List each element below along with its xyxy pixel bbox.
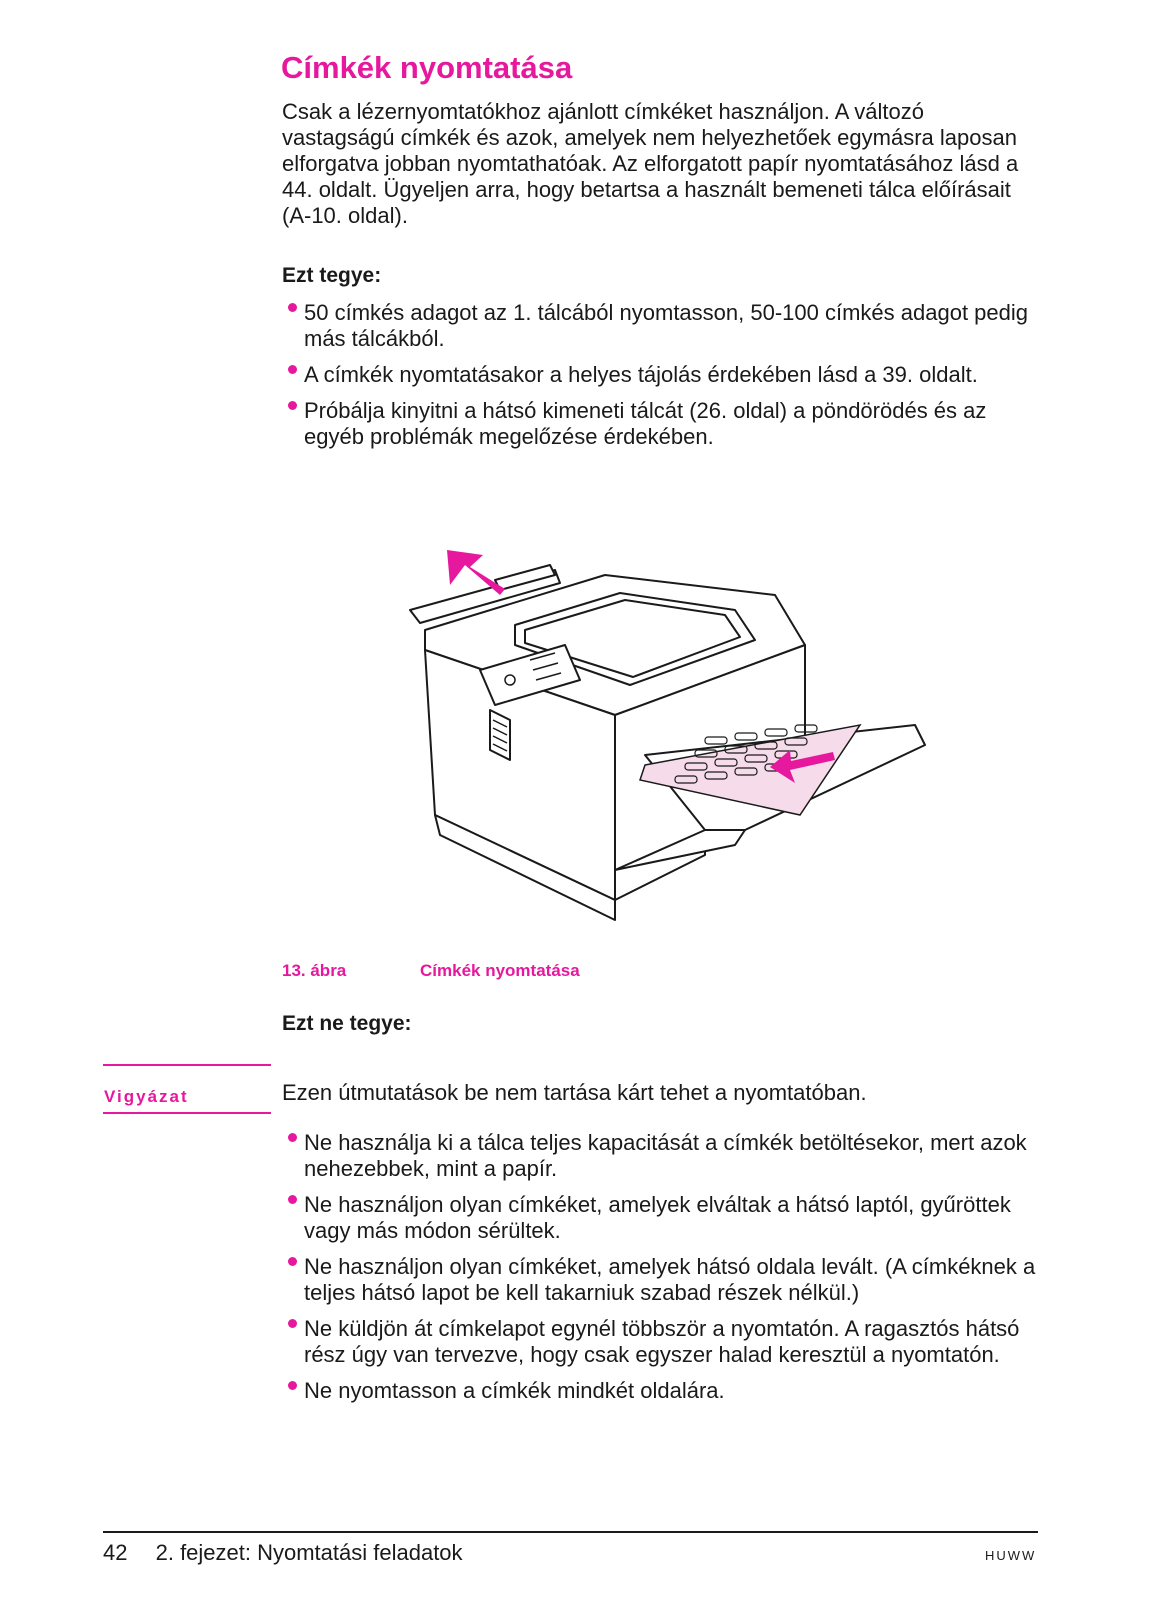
caution-text: Ezen útmutatások be nem tartása kárt tehet a nyomtatóban. xyxy=(282,1080,867,1105)
figure-caption-text: Címkék nyomtatása xyxy=(420,961,580,980)
list-item xyxy=(282,1254,1042,1306)
list-item xyxy=(282,398,1042,450)
list-item-text: Ne használjon olyan címkéket, amelyek hátsó oldala levált. (A címkéknek a teljes hátsó lapot be kell takarniuk szabad részek nélkül.) xyxy=(304,1254,1036,1305)
document-code: HUWW xyxy=(985,1548,1037,1563)
list-item xyxy=(282,1192,1042,1244)
bullet-icon xyxy=(288,1257,297,1266)
page-title: Címkék nyomtatása xyxy=(281,50,573,85)
bullet-icon xyxy=(288,1381,297,1390)
figure-number: 13. ábra xyxy=(282,961,347,980)
do-list xyxy=(282,300,1042,460)
list-item-text: Ne küldjön át címkelapot egynél többször a nyomtatón. A ragasztós hátsó rész úgy van tervezve, hogy csak egyszer halad keresztül a nyomtatón. xyxy=(304,1316,1020,1367)
page-number: 42 xyxy=(103,1540,128,1565)
list-item-text: Próbálja kinyitni a hátsó kimeneti tálcát (26. oldal) a pöndörödés és az egyéb problémák megelőzése érdekében. xyxy=(304,398,987,449)
dont-heading: Ezt ne tegye: xyxy=(282,1012,412,1035)
figure-caption xyxy=(282,961,580,981)
list-item xyxy=(282,1130,1042,1182)
footer-rule xyxy=(103,1531,1038,1533)
intro-paragraph: Csak a lézernyomtatókhoz ajánlott címkéket használjon. A változó vastagságú címkék és azok, amelyek nem helyezhetőek egymásra laposan elforgatva jobban nyomtathatóak. Az elforgatott papír nyomtatásához lásd a 44. oldalt. Ügyeljen arra, hogy betartsa a használt bemeneti tálca előírásait (A-10. oldal). xyxy=(282,99,1019,228)
list-item xyxy=(282,1378,1042,1404)
bullet-icon xyxy=(288,1133,297,1142)
chapter-title: 2. fejezet: Nyomtatási feladatok xyxy=(155,1540,463,1565)
dont-list xyxy=(282,1130,1042,1414)
caution-label: Vigyázat xyxy=(104,1087,189,1106)
caution-top-rule xyxy=(103,1064,271,1066)
list-item xyxy=(282,362,1042,388)
printer-illustration xyxy=(405,545,945,925)
list-item-text: A címkék nyomtatásakor a helyes tájolás érdekében lásd a 39. oldalt. xyxy=(304,362,978,387)
bullet-icon xyxy=(288,401,297,410)
caution-bottom-rule xyxy=(103,1112,271,1114)
list-item-text: Ne nyomtasson a címkék mindkét oldalára. xyxy=(304,1378,725,1403)
bullet-icon xyxy=(288,1195,297,1204)
do-heading: Ezt tegye: xyxy=(282,264,382,287)
list-item-text: Ne használjon olyan címkéket, amelyek elváltak a hátsó laptól, gyűröttek vagy más módon sérültek. xyxy=(304,1192,1011,1243)
footer-left xyxy=(103,1540,463,1566)
list-item xyxy=(282,1316,1042,1368)
list-item-text: 50 címkés adagot az 1. tálcából nyomtasson, 50-100 címkés adagot pedig más tálcákból. xyxy=(304,300,1028,351)
bullet-icon xyxy=(288,365,297,374)
bullet-icon xyxy=(288,303,297,312)
list-item-text: Ne használja ki a tálca teljes kapacitását a címkék betöltésekor, mert azok nehezebbek, mint a papír. xyxy=(304,1130,1027,1181)
bullet-icon xyxy=(288,1319,297,1328)
list-item xyxy=(282,300,1042,352)
